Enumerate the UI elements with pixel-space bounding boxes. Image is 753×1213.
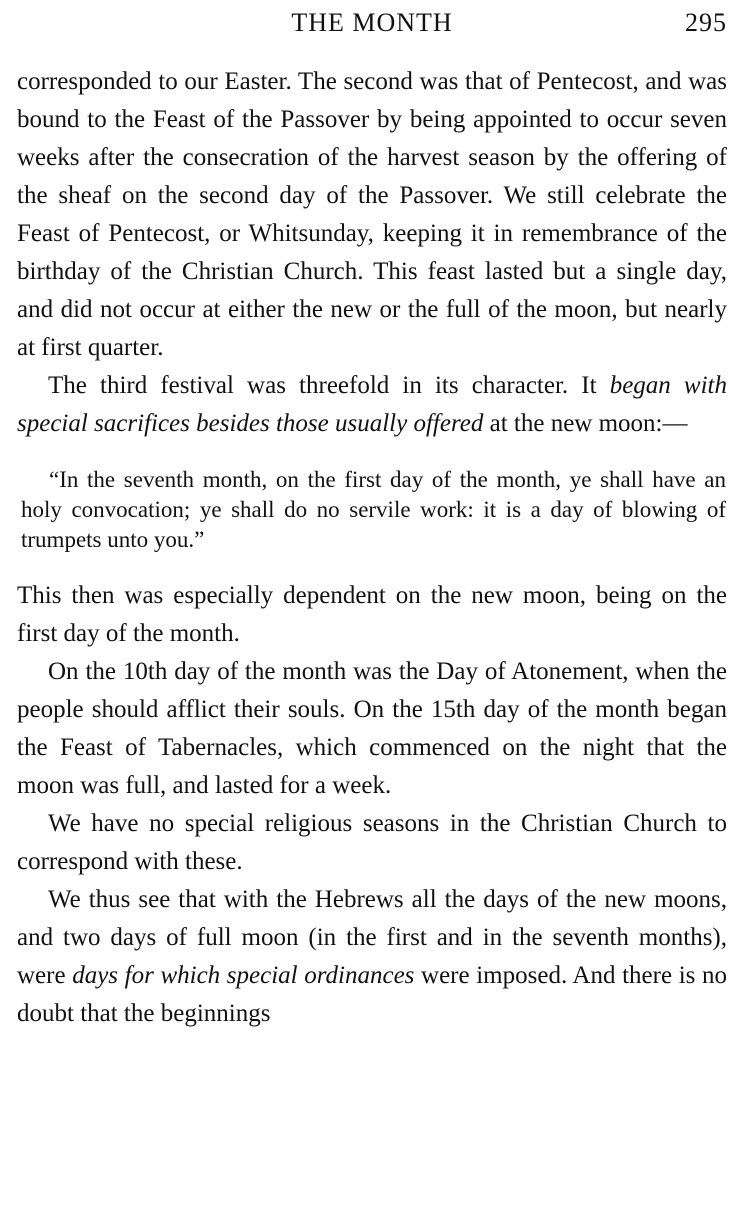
- paragraph-christian-church: We have no special religious seasons in the Christian Church to correspond with these.: [17, 810, 727, 875]
- running-head: [17, 6, 727, 40]
- quote-text: “In the seventh month, on the first day of the month, ye shall have an holy convocation; ye shall do no servile work: it is a day of blowing of trumpets unto you.”: [21, 467, 726, 552]
- paragraph-continuation: corresponded to our Easter. The second was that of Pentecost, and was bound to the Feast of the Passover by being appointed to occur seven weeks after the consecration of the harvest season by the offering of the sheaf on the second day of the Passover. We still celebrate the Feast of Pentecost, or Whitsunday, keeping it in remembrance of the birthday of the Christian Church. This feast lasted but a single day, and did not occur at either the new or the full of the moon, but nearly at first quarter.: [17, 68, 727, 361]
- paragraph-hebrews: [17, 881, 727, 1033]
- paragraph-third-festival: [17, 367, 727, 443]
- book-page: [17, 6, 727, 1033]
- page-number: 295: [685, 8, 727, 37]
- paragraph-atonement: On the 10th day of the month was the Day of Atonement, when the people should afflict their souls. On the 15th day of the month began the Feast of Tabernacles, which commenced on the night that the moon was full, and lasted for a week.: [17, 658, 727, 799]
- italic-text: days for which special ordinances: [72, 962, 415, 989]
- paragraph-new-moon: This then was especially dependent on the new moon, being on the first day of the month.: [17, 582, 727, 647]
- running-title: THE MONTH: [291, 8, 453, 37]
- block-quote: [21, 465, 726, 555]
- paragraph-text: at the new moon:—: [483, 410, 688, 437]
- paragraph-text: The third festival was threefold in its character. It: [48, 372, 610, 399]
- body-text-continued: [17, 577, 727, 1033]
- italic-text: began with special sacrifices besides those usually offered: [17, 372, 727, 437]
- paragraph-text: were imposed. And there is no doubt that the beginnings: [17, 962, 727, 1027]
- paragraph-text: We thus see that with the Hebrews all the days of the new moons, and two days of full moon (in the first and in the seventh months), were: [17, 886, 727, 989]
- body-text: [17, 63, 727, 443]
